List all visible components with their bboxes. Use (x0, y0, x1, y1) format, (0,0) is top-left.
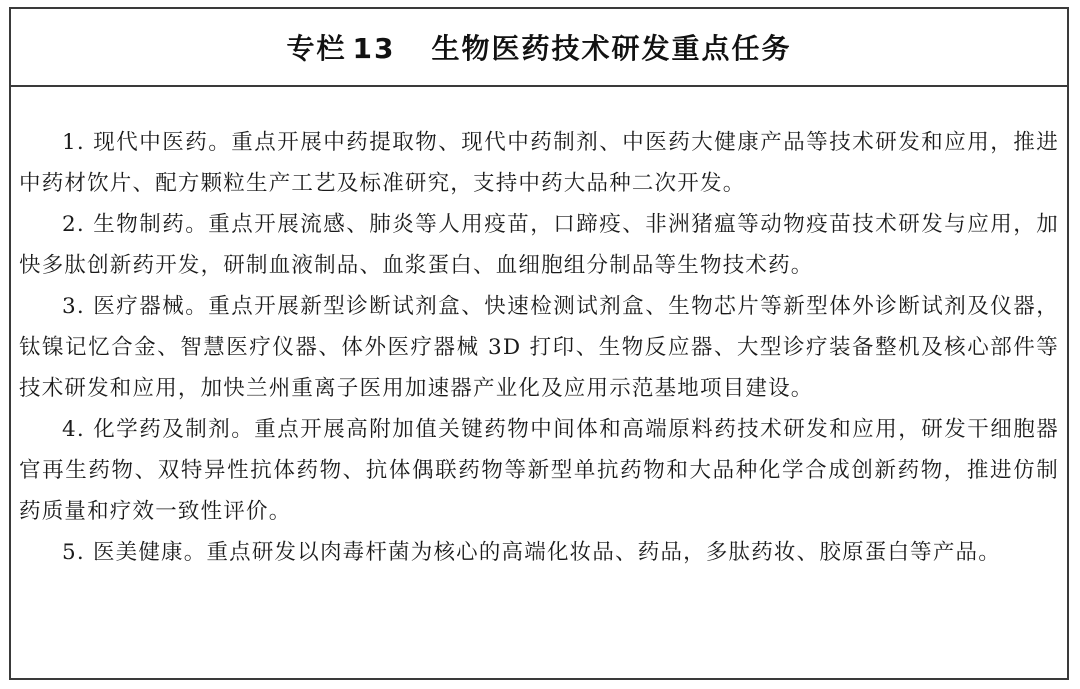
title-label: 专栏 (286, 32, 347, 65)
title-number: 13 (352, 32, 396, 65)
task-item: 1. 现代中医药。重点开展中药提取物、现代中药制剂、中医药大健康产品等技术研发和应用，推进中药材饮片、配方颗粒生产工艺及标准研究，支持中药大品种二次开发。 (19, 130, 1059, 196)
task-item: 3. 医疗器械。重点开展新型诊断试剂盒、快速检测试剂盒、生物芯片等新型体外诊断试剂及仪器，钛镍记忆合金、智慧医疗仪器、体外医疗器械 3D 打印、生物反应器、大型诊疗装备整机及核心部件等技术研发和应用，加快兰州重离子医用加速器产业化及应用示范基地项目建设。 (19, 294, 1059, 401)
content-body (11, 122, 1067, 573)
task-item: 4. 化学药及制剂。重点开展高附加值关键药物中间体和高端原料药技术研发和应用，研发干细胞器官再生药物、双特异性抗体药物、抗体偶联药物等新型单抗药物和大品种化学合成创新药物，推进仿制药质量和疗效一致性评价。 (19, 417, 1059, 524)
title-row (11, 9, 1067, 87)
title-text: 生物医药技术研发重点任务 (431, 32, 792, 65)
column-box (9, 7, 1069, 680)
task-item: 2. 生物制药。重点开展流感、肺炎等人用疫苗，口蹄疫、非洲猪瘟等动物疫苗技术研发与应用，加快多肽创新药开发，研制血液制品、血浆蛋白、血细胞组分制品等生物技术药。 (19, 212, 1059, 278)
box-title (287, 27, 792, 67)
task-item: 5. 医美健康。重点研发以肉毒杆菌为核心的高端化妆品、药品，多肽药妆、胶原蛋白等产品。 (62, 540, 1001, 565)
